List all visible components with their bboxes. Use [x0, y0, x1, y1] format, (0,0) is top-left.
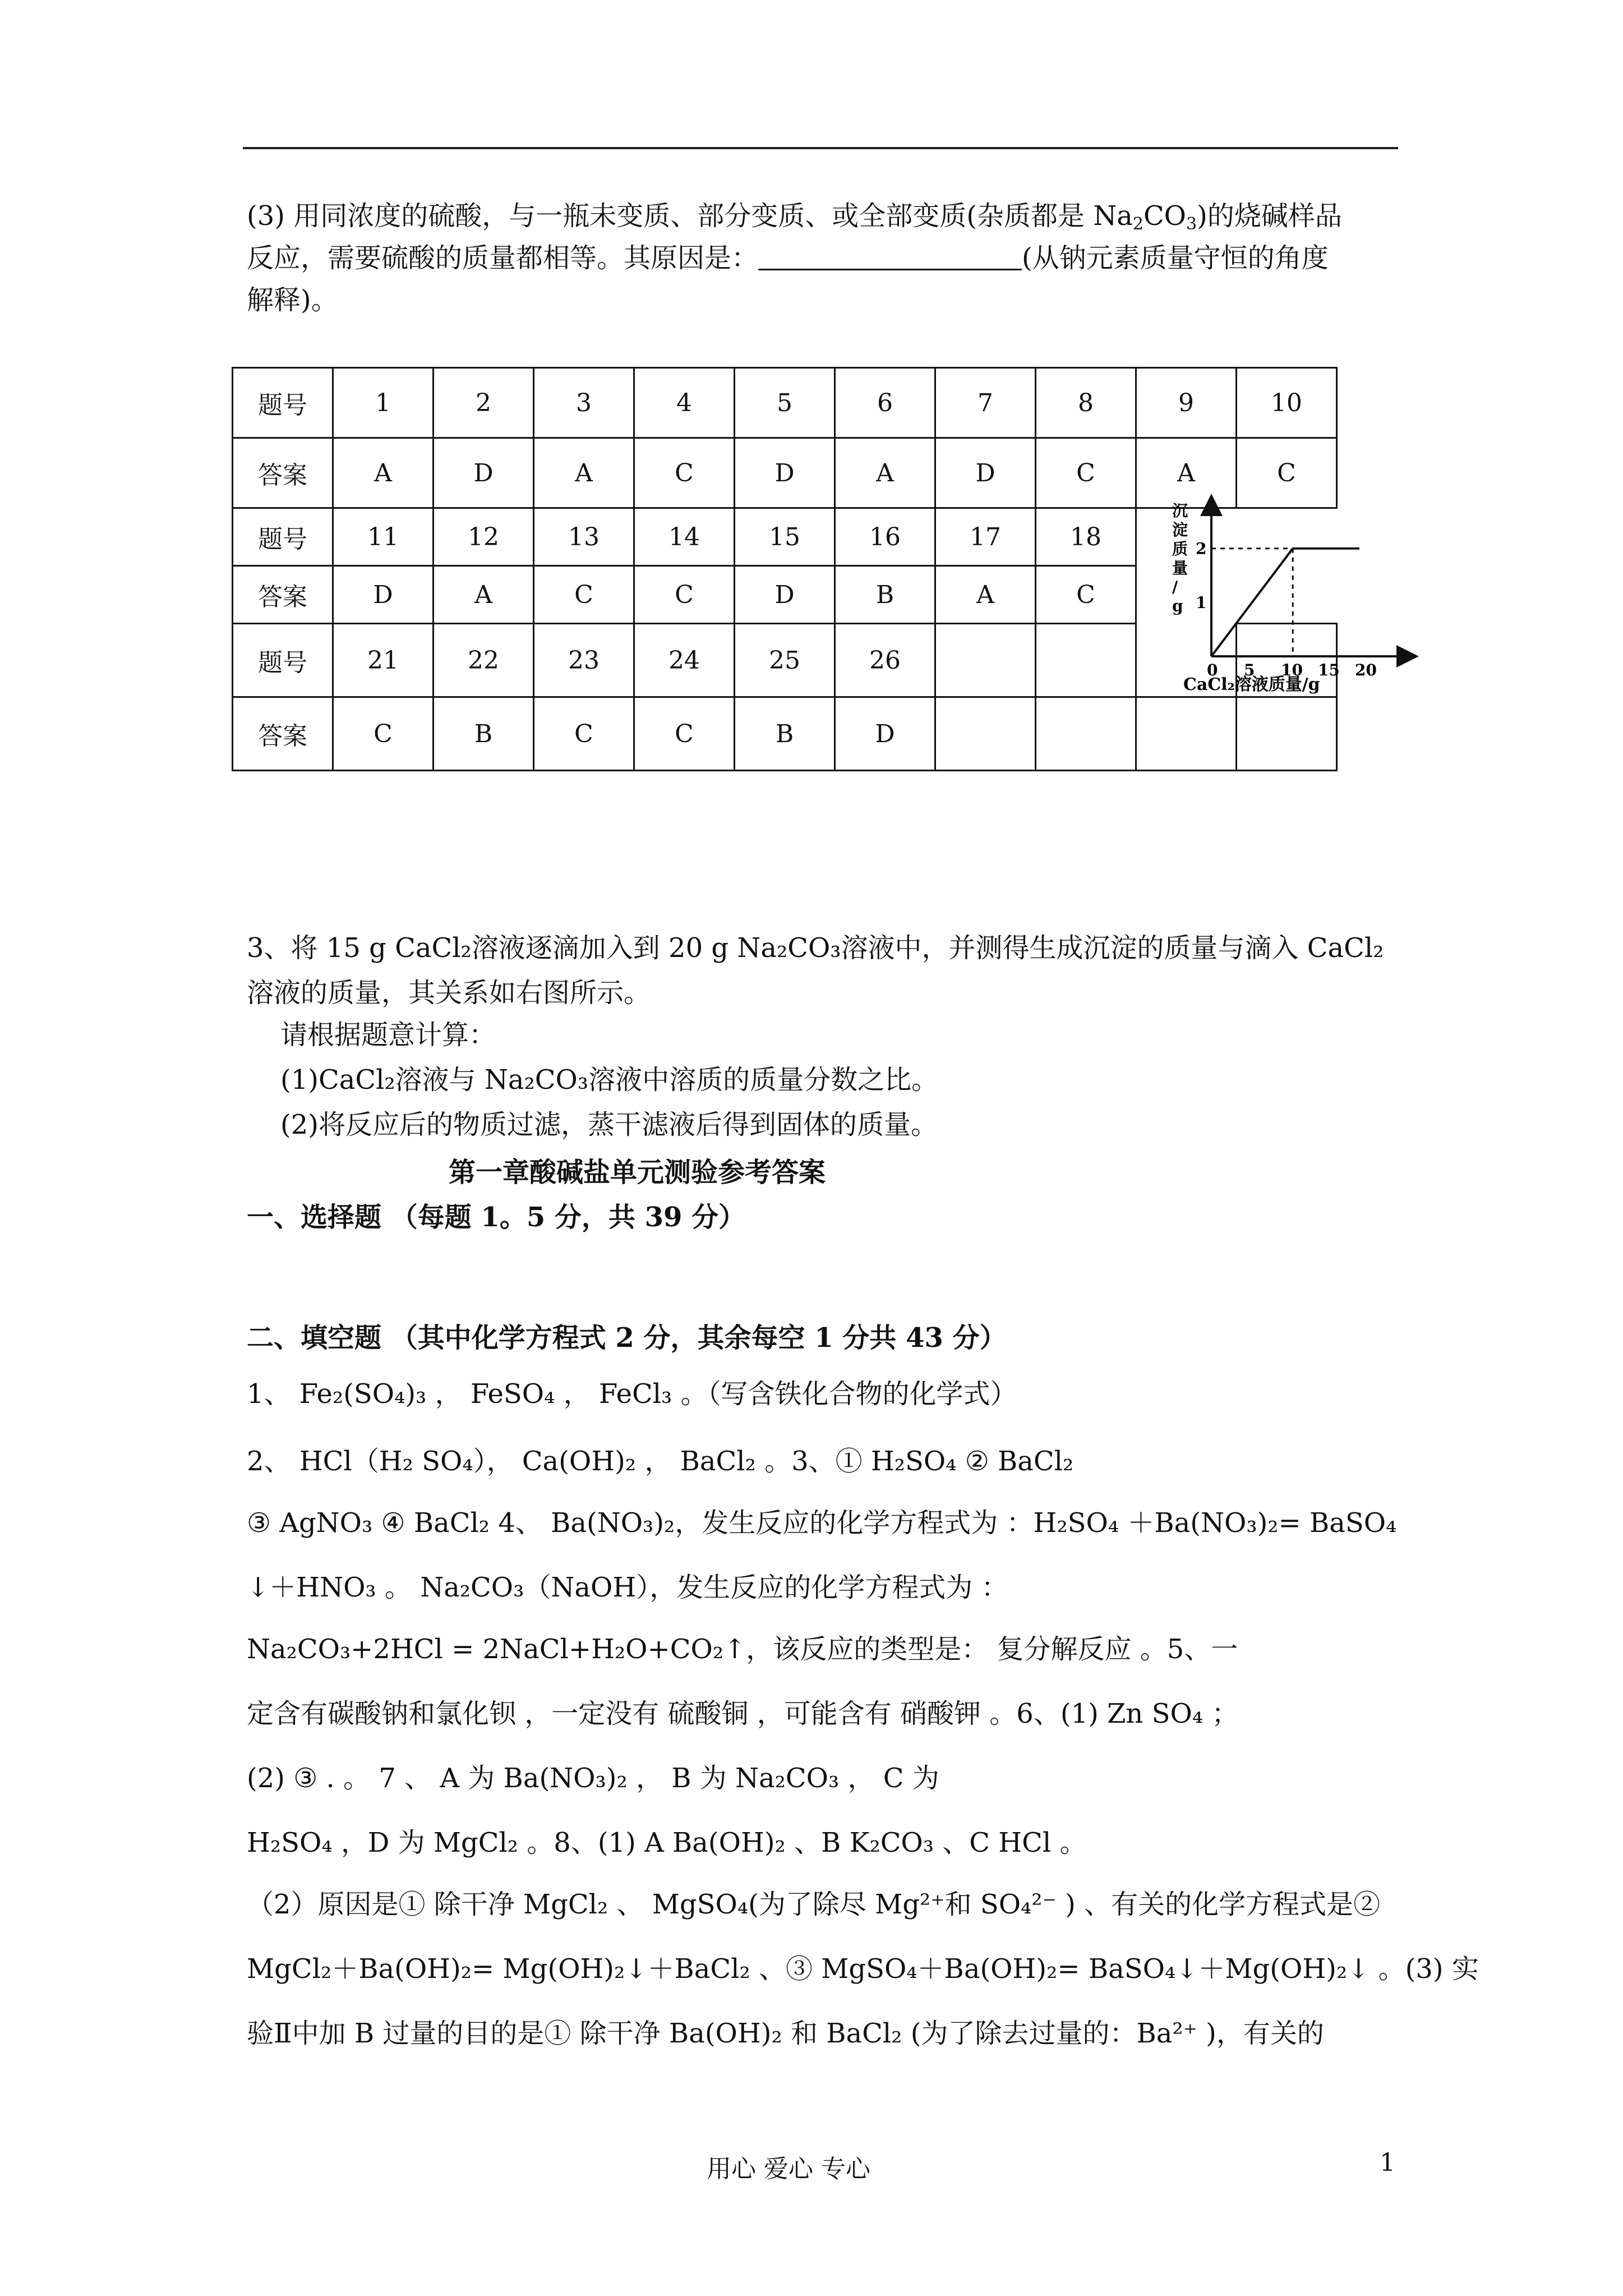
table-cell: 3: [534, 368, 634, 438]
x-tick-label: 0: [1207, 661, 1218, 679]
q3-line2: 反应，需要硫酸的质量都相等。其原因是： (从钠元素质量守恒的角度: [247, 242, 1329, 274]
problem3-line5: (2)将反应后的物质过滤，蒸干滤液后得到固体的质量。: [280, 1109, 938, 1140]
problem3-line2: 溶液的质量，其关系如右图所示。: [247, 977, 651, 1009]
x-tick-label: 15: [1318, 661, 1340, 679]
table-cell: 25: [735, 624, 835, 697]
table-cell: A: [835, 438, 935, 508]
table-cell: A: [1136, 438, 1237, 508]
y-tick-label: 2: [1196, 539, 1207, 558]
table-cell: 13: [534, 508, 634, 566]
table-cell: 9: [1136, 368, 1237, 438]
series-line-segment: [1211, 549, 1293, 656]
table-cell: C: [634, 566, 735, 624]
chart-marks: [1196, 540, 1377, 679]
table-cell: 4: [634, 368, 735, 438]
table-cell: D: [835, 697, 935, 771]
header-cell: 答案: [233, 438, 333, 508]
table-row: [233, 368, 1337, 438]
table-cell: [1237, 697, 1337, 771]
table-cell: 5: [735, 368, 835, 438]
answer-line-2: 2、 HCl（H₂ SO₄）， Ca(OH)₂ ， BaCl₂ 。3、① H₂SO₄ ② BaCl₂: [247, 1446, 1074, 1477]
answer-line-1: 1、 Fe₂(SO₄)₃ ， FeSO₄ ， FeCl₃ 。（写含铁化合物的化学式）: [247, 1378, 1017, 1410]
table-cell: 17: [935, 508, 1036, 566]
table-cell: [1036, 697, 1136, 771]
answer-blank[interactable]: [758, 244, 1022, 270]
x-tick-label: 20: [1355, 661, 1377, 679]
table-row: [233, 697, 1337, 771]
page-number: 1: [1380, 2148, 1395, 2177]
table-cell: 2: [434, 368, 534, 438]
table-cell: 26: [835, 624, 935, 697]
table-cell: 16: [835, 508, 935, 566]
table-cell: C: [634, 697, 735, 771]
table-cell: 22: [434, 624, 534, 697]
answer-line-3: ③ AgNO₃ ④ BaCl₂ 4、 Ba(NO₃)₂，发生反应的化学方程式为 ：H₂SO₄ ＋Ba(NO₃)₂= BaSO₄: [247, 1507, 1397, 1539]
problem3-line3: 请根据题意计算：: [280, 1019, 496, 1051]
header-cell: 题号: [233, 368, 333, 438]
table-cell: A: [935, 566, 1036, 624]
answer-line-4: ↓＋HNO₃ 。 Na₂CO₃（NaOH），发生反应的化学方程式为 ：: [247, 1572, 1008, 1603]
problem3-line4: (1)CaCl₂溶液与 Na₂CO₃溶液中溶质的质量分数之比。: [280, 1064, 939, 1096]
table-cell: C: [634, 438, 735, 508]
table-cell: 8: [1036, 368, 1136, 438]
header-cell: 答案: [233, 697, 333, 771]
header-cell: 题号: [233, 624, 333, 697]
answer-line-7: (2) ③ . 。 7 、 A 为 Ba(NO₃)₂ ， B 为 Na₂CO₃ ， C 为: [247, 1763, 939, 1794]
table-cell: C: [1036, 438, 1136, 508]
table-cell: 14: [634, 508, 735, 566]
table-cell: 6: [835, 368, 935, 438]
table-cell: 23: [534, 624, 634, 697]
precipitate-chart: [1133, 494, 1424, 707]
answer-line-5: Na₂CO₃+2HCl = 2NaCl+H₂O+CO₂↑，该反应的类型是： 复分解反应 。5、一: [247, 1634, 1238, 1665]
table-cell: C: [1237, 438, 1337, 508]
table-cell: [1136, 697, 1237, 771]
table-cell: C: [333, 697, 434, 771]
table-cell: 21: [333, 624, 434, 697]
problem3-line1: 3、将 15 g CaCl₂溶液逐滴加入到 20 g Na₂CO₃溶液中，并测得生成沉淀的质量与滴入 CaCl₂: [247, 932, 1384, 964]
q3-line1: (3) 用同浓度的硫酸，与一瓶未变质、部分变质、或全部变质(杂质都是 $Na_2CO_3$)的烧碱样品: [247, 200, 1342, 234]
table-cell: D: [434, 438, 534, 508]
y-tick-label: 1: [1196, 593, 1207, 612]
table-cell: 7: [935, 368, 1036, 438]
header-cell: 题号: [233, 508, 333, 566]
x-tick-label: 10: [1281, 661, 1303, 679]
answer-line-10: MgCl₂＋Ba(OH)₂= Mg(OH)₂↓＋BaCl₂ 、③ MgSO₄＋Ba(OH)₂= BaSO₄↓＋Mg(OH)₂↓ 。(3) 实: [247, 1953, 1479, 1985]
table-cell: C: [1036, 566, 1136, 624]
table-cell: [935, 697, 1036, 771]
table-cell: D: [935, 438, 1036, 508]
answer-line-9: （2）原因是① 除干净 MgCl₂ 、 MgSO₄(为了除尽 Mg²⁺和 SO₄²⁻ ) 、有关的化学方程式是②: [247, 1889, 1381, 1920]
table-cell: A: [333, 438, 434, 508]
table-cell: B: [735, 697, 835, 771]
table-cell: D: [735, 438, 835, 508]
table-cell: 12: [434, 508, 534, 566]
table-cell: D: [333, 566, 434, 624]
answer-line-6: 定含有碳酸钠和氯化钡 ，一定没有 硫酸铜 ，可能含有 硝酸钾 。6、(1) Zn SO₄ ；: [247, 1698, 1239, 1729]
y-axis-label-text: 沉淀质量/ g: [1172, 501, 1188, 615]
table-cell: B: [434, 697, 534, 771]
table-cell: 10: [1237, 368, 1337, 438]
answer-title: 第一章酸碱盐单元测验参考答案: [449, 1157, 826, 1188]
x-axis-label: CaCl₂溶液质量/g: [1183, 675, 1320, 694]
table-cell: A: [434, 566, 534, 624]
table-cell: [935, 624, 1036, 697]
header-rule: [243, 147, 1398, 149]
table-cell: C: [534, 566, 634, 624]
table-cell: A: [534, 438, 634, 508]
table-cell: 24: [634, 624, 735, 697]
header-cell: 答案: [233, 566, 333, 624]
table-cell: 15: [735, 508, 835, 566]
table-cell: [1036, 624, 1136, 697]
section-fill: 二、填空题 （其中化学方程式 2 分，其余每空 1 分共 43 分）: [247, 1322, 1007, 1354]
answer-line-8: H₂SO₄ ，D 为 MgCl₂ 。8、(1) A Ba(OH)₂ 、B K₂CO₃ 、C HCl 。: [247, 1827, 1087, 1858]
section-choice: 一、选择题 （每题 1。5 分，共 39 分）: [247, 1202, 746, 1233]
table-cell: D: [735, 566, 835, 624]
table-cell: 18: [1036, 508, 1136, 566]
x-tick-label: 5: [1244, 661, 1255, 679]
table-cell: C: [534, 697, 634, 771]
y-axis-label-group: [1172, 501, 1188, 615]
footer-motto: 用心 爱心 专心: [707, 2155, 870, 2183]
table-cell: 11: [333, 508, 434, 566]
q3-line3: 解释)。: [247, 284, 338, 316]
table-cell: 1: [333, 368, 434, 438]
answer-line-11: 验Ⅱ中加 B 过量的目的是① 除干净 Ba(OH)₂ 和 BaCl₂ (为了除去过量的：Ba²⁺ )，有关的: [247, 2018, 1324, 2049]
table-cell: B: [835, 566, 935, 624]
